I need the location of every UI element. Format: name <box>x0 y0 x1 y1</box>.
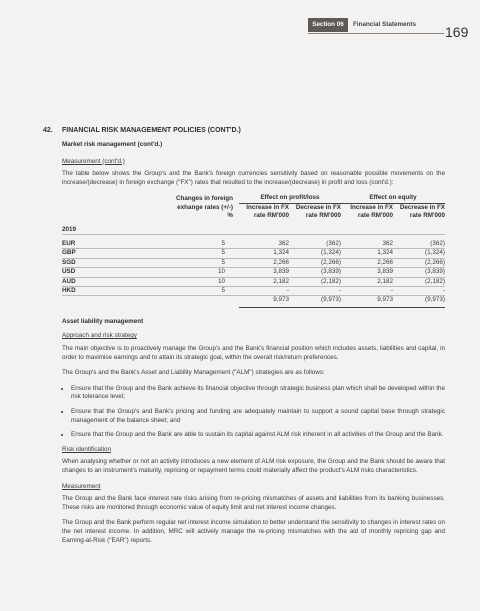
value-cell: (1,324) <box>393 249 445 258</box>
value-cell: (3,839) <box>393 268 445 277</box>
page-content <box>62 141 445 552</box>
approach-heading: Approach and risk strategy <box>62 332 137 340</box>
value-cell: 2,182 <box>341 277 393 286</box>
currency-cell: HKD <box>62 287 172 296</box>
col-pl-increase-header: Increase in FX rate RM'000 <box>246 203 289 220</box>
value-cell: - <box>289 287 341 296</box>
nii-simulation-paragraph: The Group and the Bank perform regular net interest income simulation to better understand the sensitivity to changes in interest rates on the net interest income. In addition, MRC will actively manage the re-pricing mismatches with the aid of monthly repricing gap and Earning-at-Risk ("EAR") reports. <box>62 519 445 544</box>
currency-cell: USD <box>62 268 172 277</box>
group-profit-loss-header: Effect on profit/loss <box>239 194 341 203</box>
rate-cell: 5 <box>172 240 239 249</box>
rate-cell: 5 <box>172 258 239 267</box>
value-cell: (362) <box>289 240 341 249</box>
year-label: 2019 <box>62 226 172 235</box>
col-eq-increase-header: Increase in FX rate RM'000 <box>350 203 393 220</box>
note-subtitle: Market risk management (cont'd.) <box>62 141 163 148</box>
section-badge: Section 06 <box>308 18 348 32</box>
value-cell: 362 <box>239 240 289 249</box>
fx-sensitivity-table <box>62 194 445 307</box>
col-fx-change-header: Changes in foreign exhange rates (+/-) % <box>175 195 233 220</box>
alm-strategies-paragraph: The Group's and the Bank's Asset and Liability Management ("ALM") strategies are as follows: <box>62 369 325 377</box>
value-cell: 3,839 <box>341 268 393 277</box>
risk-identification-heading: Risk identification <box>62 445 111 453</box>
list-item: • Ensure that the Group's and Bank's pricing and funding are adequately maintain to support a sound capital base through strategic management of the balance sheet; and <box>71 408 445 425</box>
page-number: 169 <box>445 24 469 40</box>
table-row <box>62 258 445 267</box>
value-cell: 2,266 <box>341 258 393 267</box>
group-equity-header: Effect on equity <box>341 194 445 203</box>
rate-cell: 10 <box>172 268 239 277</box>
value-cell: - <box>393 287 445 296</box>
value-cell: 362 <box>341 240 393 249</box>
value-cell: 2,182 <box>239 277 289 286</box>
value-cell: 3,839 <box>239 268 289 277</box>
value-cell: (2,182) <box>393 277 445 286</box>
currency-cell: AUD <box>62 277 172 286</box>
intro-paragraph: The table below shows the Group's and the Bank's foreign currencies sensitivity based on reasonable possible movements on the increase/(decrease) in foreign exchange ("FX") rates that resulted to the increase/(decrease) in profit and loss (cont'd.): <box>62 170 445 186</box>
total-cell: 9,973 <box>377 296 393 304</box>
value-cell: (2,266) <box>393 258 445 267</box>
table-row <box>62 277 445 286</box>
currency-cell: GBP <box>62 249 172 258</box>
value-cell: (1,324) <box>289 249 341 258</box>
value-cell: - <box>341 287 393 296</box>
value-cell: - <box>239 287 289 296</box>
rate-cell: 10 <box>172 277 239 286</box>
value-cell: 2,266 <box>239 258 289 267</box>
measurement-subheading: Measurement (cont'd.) <box>62 157 125 165</box>
table-row <box>62 268 445 277</box>
value-cell: 1,324 <box>341 249 393 258</box>
risk-identification-paragraph: When analysing whether or not an activity introduces a new element of ALM risk exposure, the Group and the Bank should be aware that changes to an instrument's maturity, repricing or repayment terms could materially affect the product's ALM risks characteristics. <box>62 458 445 474</box>
col-eq-decrease-header: Decrease in FX rate RM'000 <box>399 203 445 220</box>
total-cell: (9,973) <box>321 296 341 304</box>
alm-objective-paragraph: The main objective is to proactively manage the Group's and the Bank's financial position which includes assets, liabilities and capital, in order to maximise earnings and to attain its strategic goal, within the overall risk/return preferences. <box>62 345 445 361</box>
value-cell: (362) <box>393 240 445 249</box>
list-item: • Ensure that the Group and the Bank are able to sustain its capital against ALM risk inherent in all activities of the Group and the Bank. <box>71 431 445 440</box>
note-title: FINANCIAL RISK MANAGEMENT POLICIES (CONT'D.) <box>62 127 241 134</box>
value-cell: (2,266) <box>289 258 341 267</box>
interest-rate-risk-paragraph: The Group and the Bank face interest rate risks arising from re-pricing mismatches of assets and liabilities from its banking businesses. These risks are monitored through economic value of equity limit and net interest income changes. <box>62 495 445 511</box>
value-cell: 1,324 <box>239 249 289 258</box>
value-cell: (3,839) <box>289 268 341 277</box>
rate-cell: 5 <box>172 249 239 258</box>
currency-cell: SGD <box>62 258 172 267</box>
alm-strategy-list <box>62 385 445 440</box>
rate-cell: 5 <box>172 287 239 296</box>
list-item: • Ensure that the Group and the Bank achieve its financial objective through strategic business plan which shall be developed within the risk tolerance level; <box>71 385 445 402</box>
total-cell: 9,973 <box>273 296 289 304</box>
table-row <box>62 287 445 296</box>
note-number: 42. <box>43 127 53 134</box>
alm-heading: Asset liability management <box>62 317 144 325</box>
measurement-heading: Measurement <box>62 482 101 490</box>
col-pl-decrease-header: Decrease in FX rate RM'000 <box>295 203 341 220</box>
header-rule <box>308 33 444 34</box>
section-title: Financial Statements <box>353 21 416 28</box>
table-row <box>62 249 445 258</box>
total-cell: (9,973) <box>425 296 445 304</box>
table-row <box>62 240 445 249</box>
total-row <box>62 296 445 305</box>
value-cell: (2,182) <box>289 277 341 286</box>
currency-cell: EUR <box>62 240 172 249</box>
